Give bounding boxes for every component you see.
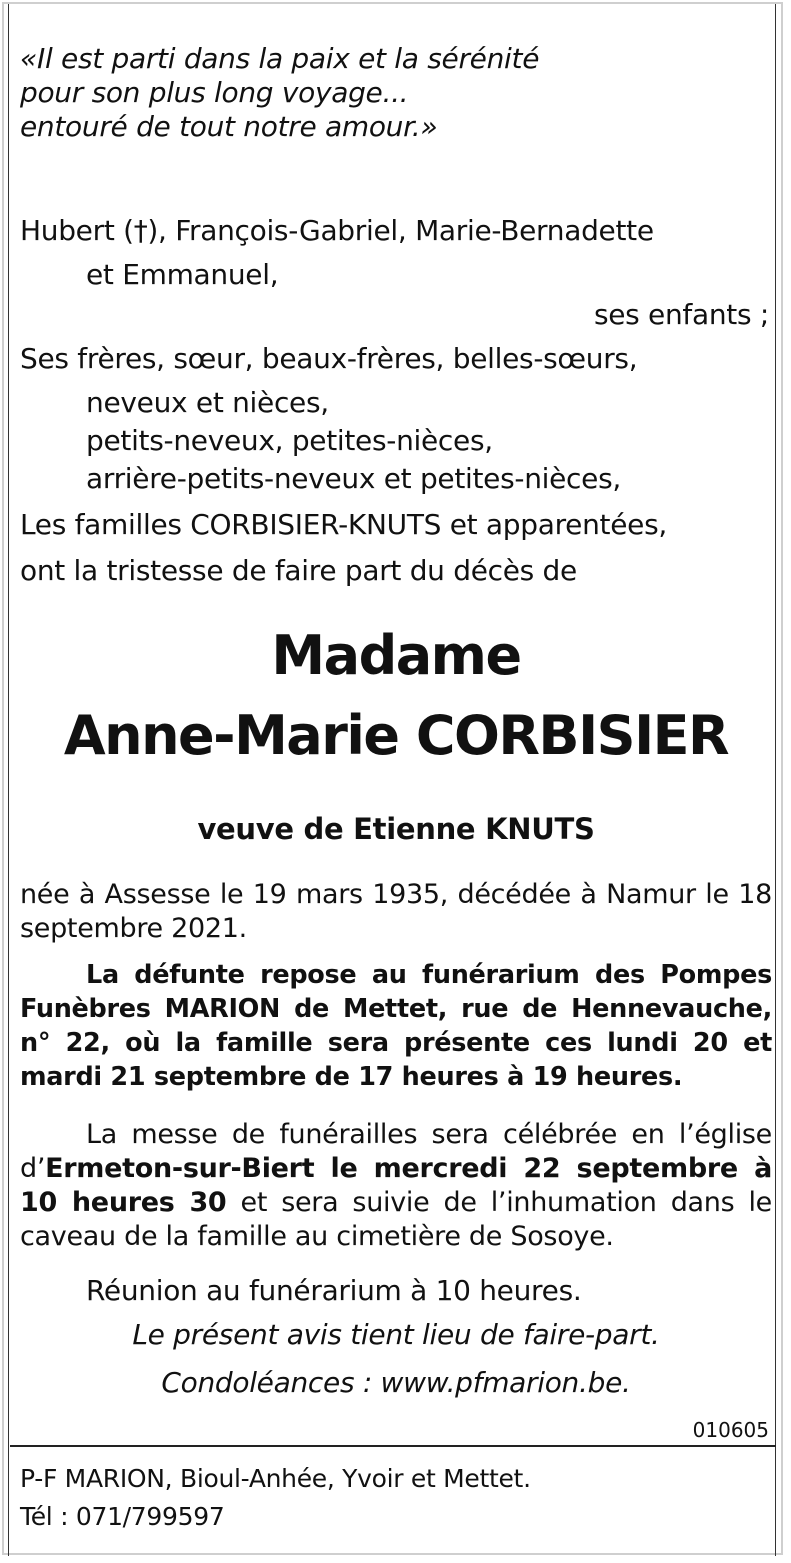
widow-of: veuve de Etienne KNUTS xyxy=(197,812,595,846)
siblings-line-3: petits-neveux, petites-nièces, xyxy=(86,424,493,457)
footer-phone: Tél : 071/799597 xyxy=(20,1502,225,1531)
repose-paragraph: La défunte repose au funérarium des Pompes Funèbres MARION de Mettet, rue de Hennevauche, n° 22, où la famille sera présente ces lundi 20 et mardi 21 septembre de 17 heures à 19 heures. xyxy=(20,960,772,1092)
deceased-title: Madame xyxy=(271,624,521,687)
quote-line-2: pour son plus long voyage... xyxy=(20,76,409,109)
siblings-line-2: neveux et nièces, xyxy=(86,386,329,419)
quote-line-1: «Il est parti dans la paix et la sérénité xyxy=(20,42,540,75)
announcement-line: ont la tristesse de faire part du décès de xyxy=(20,554,577,587)
footer-company: P-F MARION, Bioul-Anhée, Yvoir et Mettet. xyxy=(20,1464,531,1493)
footer-divider xyxy=(10,1445,776,1447)
deceased-name: Anne-Marie CORBISIER xyxy=(63,704,729,767)
quote-line-3: entouré de tout notre amour.» xyxy=(20,110,438,143)
reference-number: 010605 xyxy=(692,1418,769,1442)
reunion-line: Réunion au funérarium à 10 heures. xyxy=(86,1274,582,1307)
mass-text-1: La messe de funérailles sera célébrée en l’église d’ xyxy=(20,1119,772,1184)
mass-text-bold: Ermeton-sur-Biert le mercredi 22 septembre à 10 heures 30 xyxy=(20,1153,772,1218)
siblings-line-4: arrière-petits-neveux et petites-nièces, xyxy=(86,462,621,495)
condolences-line: Condoléances : www.pfmarion.be. xyxy=(161,1366,631,1399)
children-role: ses enfants ; xyxy=(593,298,769,331)
notice-line: Le présent avis tient lieu de faire-part. xyxy=(132,1318,660,1351)
mass-text-2: et sera suivie de l’inhumation dans le caveau de la famille au cimetière de Sosoye. xyxy=(20,1187,772,1252)
children-line-2: et Emmanuel, xyxy=(86,258,279,291)
mass-paragraph xyxy=(20,1118,772,1254)
birth-death-paragraph: née à Assesse le 19 mars 1935, décédée à Namur le 18 septembre 2021. xyxy=(20,879,772,944)
children-line-1: Hubert (†), François-Gabriel, Marie-Bernadette xyxy=(20,214,654,247)
families-line: Les familles CORBISIER-KNUTS et apparentées, xyxy=(20,508,667,541)
siblings-line-1: Ses frères, sœur, beaux-frères, belles-sœurs, xyxy=(20,342,638,375)
